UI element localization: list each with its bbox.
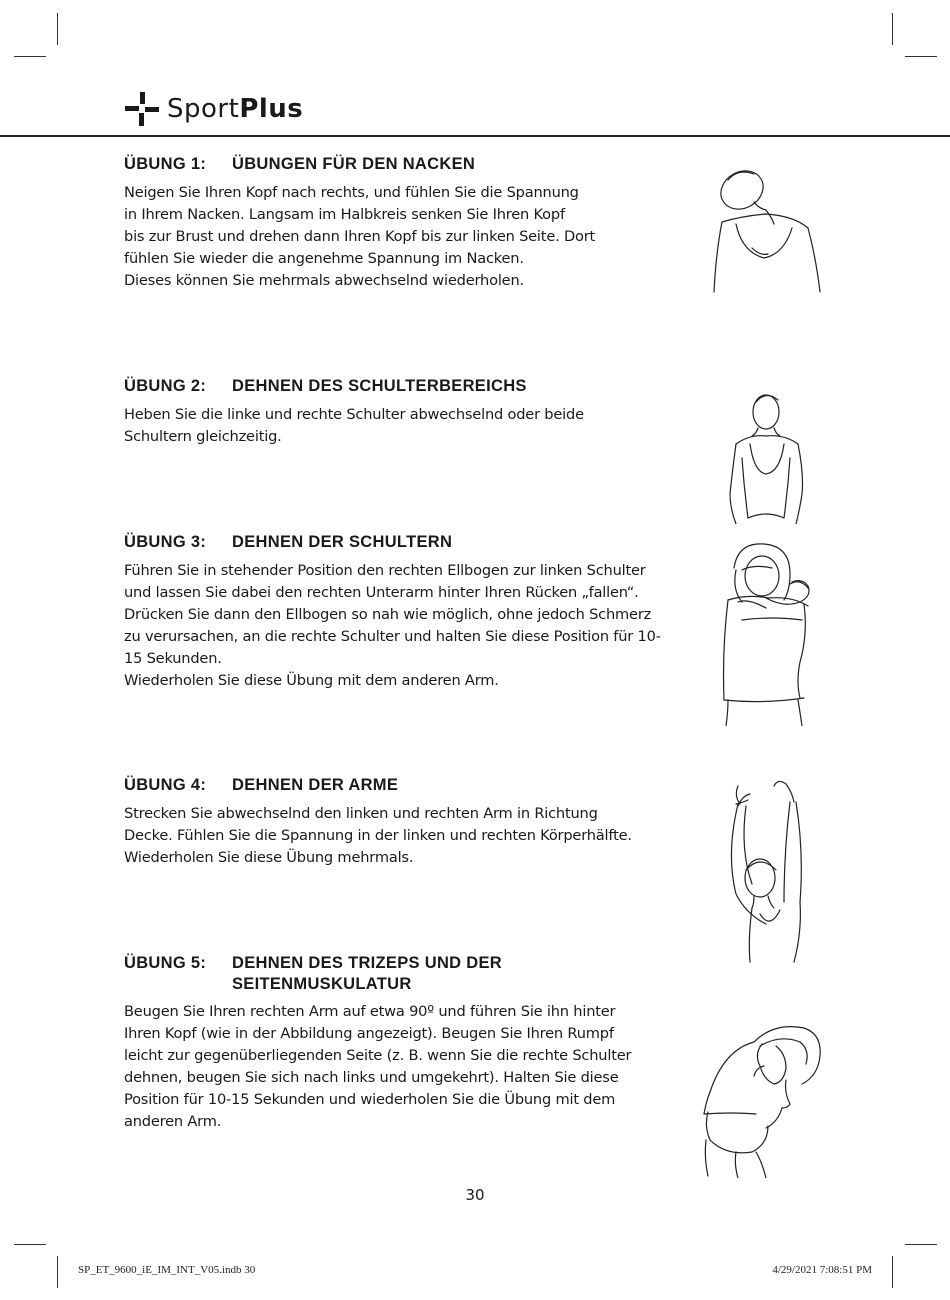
arm-stretch-illustration [716,780,826,964]
crop-mark [892,1256,893,1288]
exercise-heading [124,376,684,397]
cross-logo-icon [123,90,161,128]
crop-mark [14,56,46,57]
exercise-number: ÜBUNG 5: [124,954,207,972]
crop-mark [14,1244,46,1245]
crop-mark [57,1256,58,1288]
crop-mark [57,13,58,45]
exercise-number: ÜBUNG 2: [124,377,207,395]
exercise-3 [124,532,684,692]
exercise-description: Heben Sie die linke und rechte Schulter abwechselnd oder beide Schultern gleichzeitig. [124,406,584,445]
exercise-description: Neigen Sie Ihren Kopf nach rechts, und fühlen Sie die Spannung in Ihrem Nacken. Langsam im Halbkreis senken Sie Ihren Kopf bis zur Brust und drehen dann Ihren Kopf bis zur linken Seite. Dort fühlen Sie wieder die angenehme Spannung im Nacken. Dieses können Sie mehrmals abwechselnd wiederholen. [124,184,596,289]
exercise-heading [124,154,684,175]
exercise-title: DEHNEN DER ARME [232,776,399,794]
shoulder-stretch-illustration [714,540,824,726]
exercise-1 [124,154,684,292]
exercise-5 [124,953,684,1133]
exercise-number: ÜBUNG 4: [124,776,207,794]
exercise-heading [124,532,684,553]
exercise-title: DEHNEN DER SCHULTERN [232,533,453,551]
exercise-number: ÜBUNG 1: [124,155,207,173]
triceps-side-stretch-illustration [700,1016,824,1178]
header-divider [0,135,950,137]
page-number: 30 [465,1186,485,1204]
crop-mark [905,1244,937,1245]
exercise-2 [124,376,684,448]
print-slug-file: SP_ET_9600_iE_IM_INT_V05.indb 30 [78,1264,256,1276]
crop-mark [892,13,893,45]
sportplus-logo [123,88,303,130]
exercise-heading [124,953,684,995]
neck-stretch-illustration [708,162,828,294]
print-slug-timestamp: 4/29/2021 7:08:51 PM [772,1264,872,1276]
exercise-title: DEHNEN DES TRIZEPS UND DER SEITENMUSKULATUR [232,954,502,993]
exercise-number: ÜBUNG 3: [124,533,207,551]
exercise-heading [124,775,684,796]
exercise-4 [124,775,684,869]
exercise-description: Beugen Sie Ihren rechten Arm auf etwa 90º und führen Sie ihn hinter Ihren Kopf (wie in der Abbildung angezeigt). Beugen Sie Ihren Rumpf leicht zur gegenüberliegenden Seite (z. B. wenn Sie die rechte Schulter dehnen, beugen Sie sich nach links und umgekehrt). Halten Sie diese Position für 10-15 Sekunden und wiederholen Sie die Übung mit dem anderen Arm. [124,1003,632,1130]
exercise-title: ÜBUNGEN FÜR DEN NACKEN [232,155,476,173]
shoulder-raise-illustration [722,388,812,524]
exercise-title: DEHNEN DES SCHULTERBEREICHS [232,377,527,395]
exercise-description: Führen Sie in stehender Position den rechten Ellbogen zur linken Schulter und lassen Sie dabei den rechten Unterarm hinter Ihren Rücken „fallen“. Drücken Sie dann den Ellbogen so nah wie möglich, ohne jedoch Schmerz zu verursachen, an die rechte Schulter und halten Sie diese Position für 10- 15 Sekunden. Wiederholen Sie diese Übung mit dem anderen Arm. [124,562,661,689]
logo-wordmark: SportPlus [167,94,304,124]
crop-mark [905,56,937,57]
exercise-description: Strecken Sie abwechselnd den linken und rechten Arm in Richtung Decke. Fühlen Sie die Spannung in der linken und rechten Körperhälfte. Wiederholen Sie diese Übung mehrmals. [124,805,632,866]
